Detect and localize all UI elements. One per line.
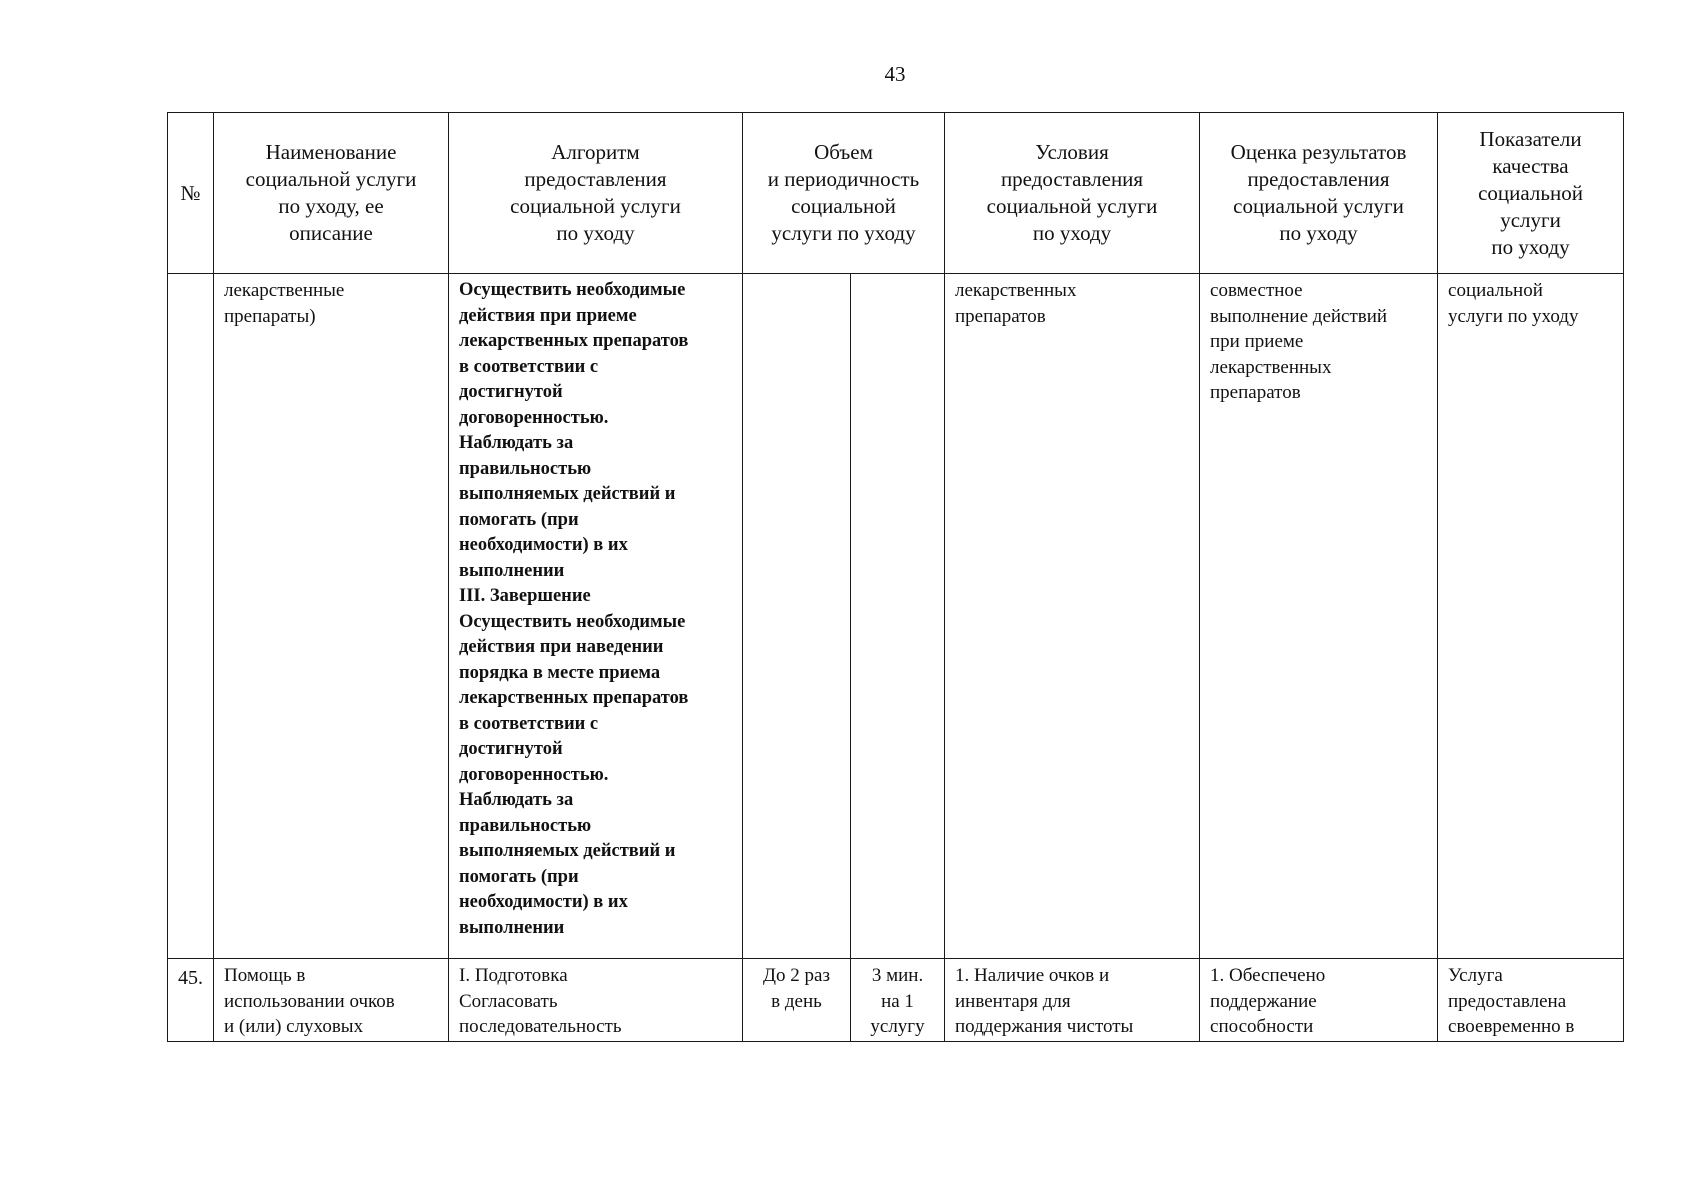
algorithm-cell: I. Подготовка Согласовать последовательность [449, 959, 743, 1042]
table-row [168, 959, 1624, 1042]
service-name-cell: Помощь в использовании очков и (или) слуховых [214, 959, 449, 1042]
page-number: 43 [884, 62, 906, 86]
algorithm-cell: Осуществить необходимые действия при приеме лекарственных препаратов в соответствии с достигнутой договоренностью. Наблюдать за правильностью выполняемых действий и помогать (при необходимости) в их выполнении III. Завершение Осуществить необходимые действия при наведении порядка в месте приема лекарственных препаратов в соответствии с достигнутой договоренностью. Наблюдать за правильностью выполняемых действий и помогать (при необходимости) в их выполнении [449, 274, 743, 959]
volume-time-cell [851, 274, 945, 959]
evaluation-cell: 1. Обеспечено поддержание способности [1200, 959, 1438, 1042]
header-algorithm: Алгоритм предоставления социальной услуги по уходу [449, 113, 743, 274]
table-header-row [168, 113, 1624, 274]
header-name: Наименование социальной услуги по уходу, ее описание [214, 113, 449, 274]
header-evaluation: Оценка результатов предоставления социальной услуги по уходу [1200, 113, 1438, 274]
quality-cell: социальной услуги по уходу [1438, 274, 1624, 959]
conditions-cell: лекарственных препаратов [945, 274, 1200, 959]
row-num-cell: 45. [168, 959, 214, 1042]
service-name-cell: лекарственные препараты) [214, 274, 449, 959]
header-quality: Показатели качества социальной услуги по уходу [1438, 113, 1624, 274]
volume-frequency-cell: До 2 раз в день [743, 959, 851, 1042]
volume-time-cell: 3 мин. на 1 услугу [851, 959, 945, 1042]
header-volume: Объем и периодичность социальной услуги по уходу [743, 113, 945, 274]
quality-cell: Услуга предоставлена своевременно в [1438, 959, 1624, 1042]
header-num: № [168, 113, 214, 274]
services-table [167, 112, 1624, 1042]
volume-frequency-cell [743, 274, 851, 959]
header-conditions: Условия предоставления социальной услуги по уходу [945, 113, 1200, 274]
conditions-cell: 1. Наличие очков и инвентаря для поддержания чистоты [945, 959, 1200, 1042]
row-num-cell [168, 274, 214, 959]
table-row [168, 274, 1624, 959]
evaluation-cell: совместное выполнение действий при приеме лекарственных препаратов [1200, 274, 1438, 959]
